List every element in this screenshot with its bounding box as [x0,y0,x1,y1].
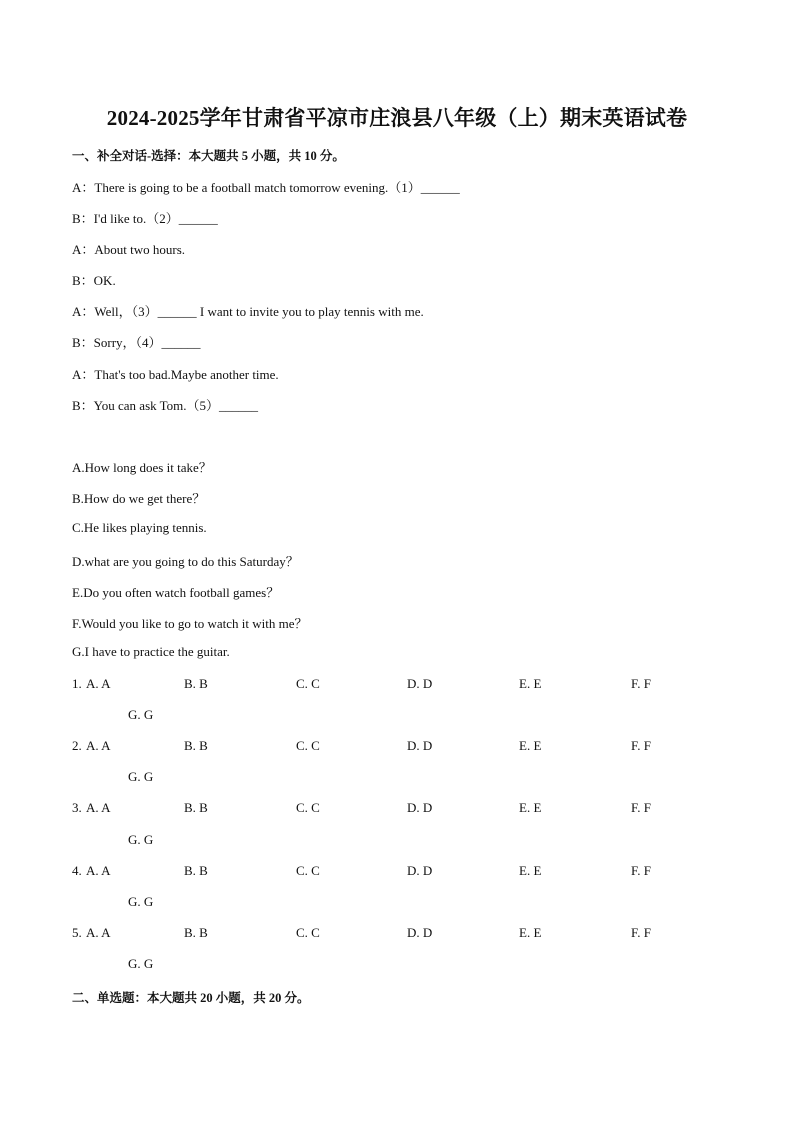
option-a[interactable]: A. A [86,863,111,878]
option-a[interactable]: A. A [86,738,111,753]
question-number: 1. [72,676,82,691]
option-g[interactable]: G. G [128,956,154,971]
page-title: 2024-2025学年甘肃省平凉市庄浪县八年级（上）期末英语试卷 [106,106,688,130]
option-a[interactable]: A. A [86,676,111,691]
option-f[interactable]: F. F [631,863,651,878]
dialogue-line: B：Sorry，（4）______ [72,335,201,350]
choice-item: E.Do you often watch football games？ [72,585,280,600]
option-b[interactable]: B. B [184,800,208,815]
option-c[interactable]: C. C [296,863,320,878]
choice-item: C.He likes playing tennis. [72,520,207,535]
option-f[interactable]: F. F [631,800,651,815]
option-b[interactable]: B. B [184,925,208,940]
question-row [72,738,772,758]
option-b[interactable]: B. B [184,738,208,753]
choice-item: D.what are you going to do this Saturday？ [72,554,299,569]
section-1-heading: 一、补全对话-选择：本大题共 5 小题，共 10 分。 [72,149,345,163]
option-f[interactable]: F. F [631,676,651,691]
question-row [72,676,772,696]
option-b[interactable]: B. B [184,863,208,878]
question-row [72,863,772,883]
choice-item: B.How do we get there？ [72,491,206,506]
question-number: 5. [72,925,82,940]
question-number: 3. [72,800,82,815]
dialogue-line: A：About two hours. [72,242,186,257]
option-e[interactable]: E. E [519,738,542,753]
question-row [72,800,772,820]
choice-item: F.Would you like to go to watch it with me？ [72,616,308,631]
option-d[interactable]: D. D [407,863,433,878]
dialogue-line: B：You can ask Tom.（5）______ [72,398,259,413]
dialogue-line: B：I'd like to.（2）______ [72,211,218,226]
option-d[interactable]: D. D [407,738,433,753]
option-g[interactable]: G. G [128,707,154,722]
option-e[interactable]: E. E [519,925,542,940]
dialogue-line: B：OK. [72,273,116,288]
choice-item: A.How long does it take？ [72,460,212,475]
option-e[interactable]: E. E [519,800,542,815]
dialogue-line: A：Well，（3）______ I want to invite you to play tennis with me. [72,304,424,319]
option-d[interactable]: D. D [407,676,433,691]
question-number: 4. [72,863,82,878]
question-number: 2. [72,738,82,753]
option-g[interactable]: G. G [128,769,154,784]
option-f[interactable]: F. F [631,738,651,753]
option-d[interactable]: D. D [407,925,433,940]
option-g[interactable]: G. G [128,894,154,909]
option-c[interactable]: C. C [296,925,320,940]
choice-item: G.I have to practice the guitar. [72,644,230,659]
option-a[interactable]: A. A [86,925,111,940]
option-f[interactable]: F. F [631,925,651,940]
option-e[interactable]: E. E [519,863,542,878]
option-e[interactable]: E. E [519,676,542,691]
option-g[interactable]: G. G [128,832,154,847]
option-b[interactable]: B. B [184,676,208,691]
option-c[interactable]: C. C [296,676,320,691]
question-row [72,925,772,945]
section-2-heading: 二、单选题：本大题共 20 小题，共 20 分。 [72,991,310,1005]
dialogue-line: A：That's too bad.Maybe another time. [72,367,279,382]
option-c[interactable]: C. C [296,738,320,753]
option-a[interactable]: A. A [86,800,111,815]
option-d[interactable]: D. D [407,800,433,815]
option-c[interactable]: C. C [296,800,320,815]
dialogue-line: A：There is going to be a football match tomorrow evening.（1）______ [72,180,460,195]
